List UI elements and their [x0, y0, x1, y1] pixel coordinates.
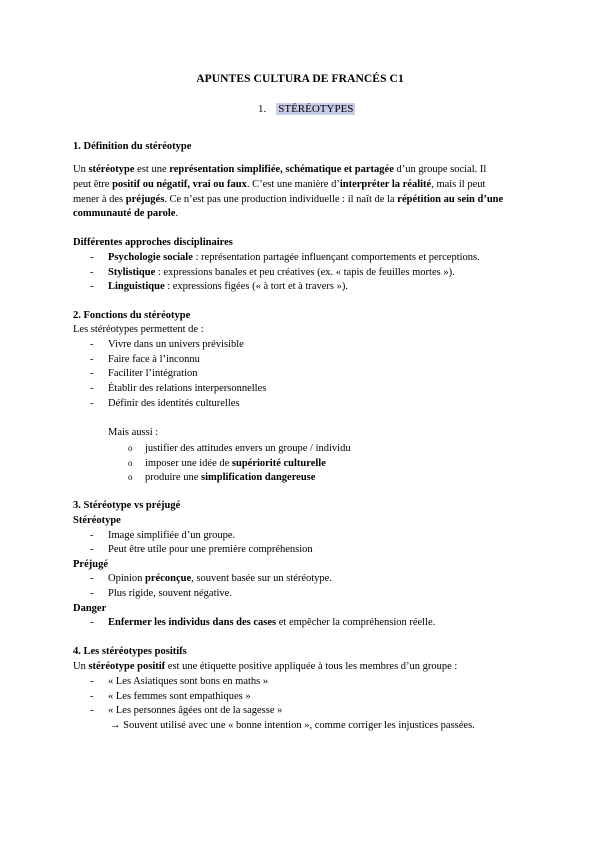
- list-item: - Stylistique : expressions banales et peu créatives (ex. « tapis de feuilles mortes »).: [90, 267, 455, 278]
- stereotype-label: Stéréotype: [73, 515, 121, 526]
- danger-label: Danger: [73, 603, 107, 614]
- s1-paragraph-line-3: mener à des préjugés. Ce n’est pas une production individuelle : il naît de la répétition au sein d’une: [73, 194, 504, 205]
- list-item: - Image simplifiée d’un groupe.: [90, 530, 236, 541]
- list-item: - Linguistique : expressions figées (« à tort et à travers »).: [90, 281, 349, 292]
- subtitle-number: 1.: [258, 103, 267, 115]
- sub-list-item: o justifier des attitudes envers un groupe / individu: [128, 443, 351, 454]
- list-item: - Enfermer les individus dans des cases et empêcher la compréhension réelle.: [90, 617, 436, 628]
- s4-note: → Souvent utilisé avec une « bonne intention », comme corriger les injustices passées.: [110, 720, 475, 731]
- s2-intro: Les stéréotypes permettent de :: [73, 324, 204, 335]
- s1-paragraph-line-4: communauté de parole.: [73, 208, 179, 219]
- list-item: - « Les Asiatiques sont bons en maths »: [90, 676, 269, 687]
- section-3-heading: 3. Stéréotype vs préjugé: [73, 500, 181, 511]
- list-item: - Définir des identités culturelles: [90, 398, 240, 409]
- prejuge-label: Préjugé: [73, 559, 108, 570]
- sub-list-item: o produire une simplification dangereuse: [128, 472, 316, 483]
- section-2-heading: 2. Fonctions du stéréotype: [73, 310, 191, 321]
- s4-intro: Un stéréotype positif est une étiquette positive appliquée à tous les membres d’un groupe :: [73, 661, 458, 672]
- approaches-heading: Différentes approches disciplinaires: [73, 237, 233, 248]
- list-item: - Opinion préconçue, souvent basée sur un stéréotype.: [90, 573, 332, 584]
- s1-paragraph-line-2: peut être positif ou négatif, vrai ou faux. C’est une manière d’interpréter la réalité, mais il peut: [73, 179, 486, 190]
- list-item: - Plus rigide, souvent négative.: [90, 588, 232, 599]
- list-item: - Vivre dans un univers prévisible: [90, 339, 244, 350]
- document-title: APUNTES CULTURA DE FRANCÉS C1: [196, 73, 404, 85]
- mais-aussi-label: Mais aussi :: [108, 427, 159, 438]
- list-item: - Établir des relations interpersonnelles: [90, 383, 267, 394]
- list-item: - « Les femmes sont empathiques »: [90, 691, 251, 702]
- subtitle-highlight: STÉRÉOTYPES: [278, 103, 354, 115]
- section-subtitle: [258, 103, 355, 115]
- list-item: - Faire face à l’inconnu: [90, 354, 200, 365]
- section-1-heading: 1. Définition du stéréotype: [73, 141, 192, 152]
- list-item: - « Les personnes âgées ont de la sagesse »: [90, 705, 283, 716]
- list-item: - Faciliter l’intégration: [90, 368, 198, 379]
- list-item: - Peut être utile pour une première compréhension: [90, 544, 313, 555]
- section-4-heading: 4. Les stéréotypes positifs: [73, 646, 187, 657]
- s1-paragraph-line-1: Un stéréotype est une représentation simplifiée, schématique et partagée d’un groupe social. Il: [73, 164, 487, 175]
- sub-list-item: o imposer une idée de supériorité culturelle: [128, 458, 326, 469]
- list-item: - Psychologie sociale : représentation partagée influençant comportements et perceptions.: [90, 252, 480, 263]
